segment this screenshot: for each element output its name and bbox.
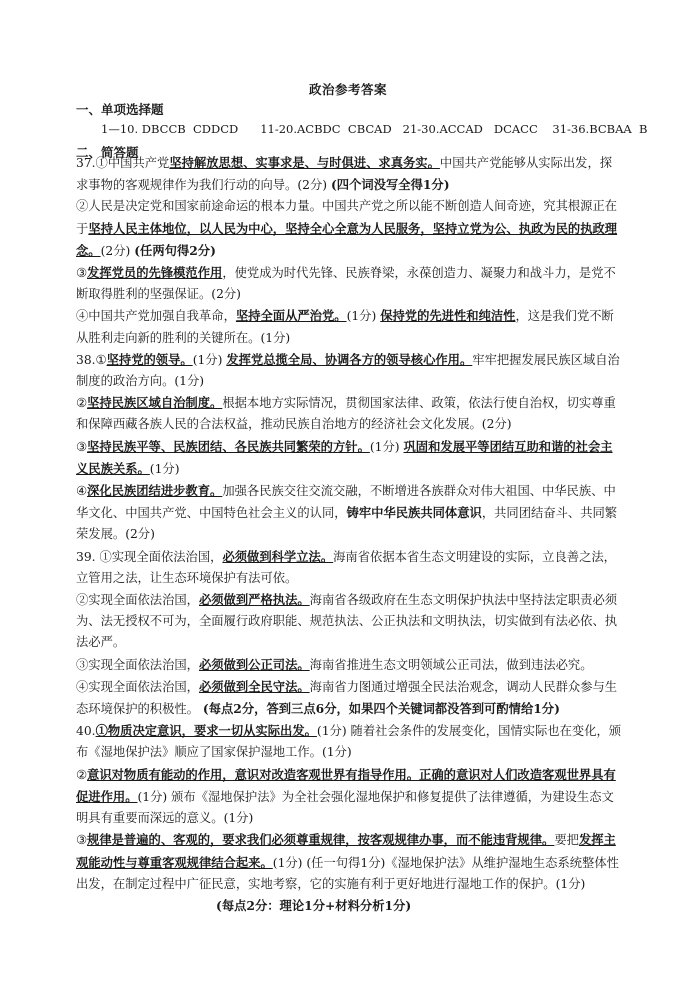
text: ②人民是决定党和国家前途命运的根本力量。中国共产党之所以能不断创造人间奇迹，究其根源正在于 [76, 199, 618, 236]
text: 39. ①实现全面依法治国， [76, 549, 223, 564]
key-phrase-bold: 铸牢中华民族共同体意识 [346, 505, 482, 521]
scoring-note: (任两句得2分) [134, 242, 216, 258]
key-phrase: 坚持党的领导。 [106, 351, 193, 367]
key-phrase: 必须做到公正司法。 [198, 656, 310, 672]
text: 海南省依据本省生态文明建设的实际，立良善之法，立管用之法，让生态环境保护有法可依。 [76, 549, 616, 585]
page-title: 政治参考答案 [308, 82, 387, 97]
short-answer-body [76, 152, 624, 916]
text: ③实现全面依法治国， [76, 657, 199, 672]
key-phrase: ①物质决定意识，要求一切从实际出发。 [95, 723, 317, 739]
text: ，共同团结奋斗、共同繁荣发展。(2分) [76, 506, 618, 542]
text: ③ [76, 833, 88, 848]
q37-point-4 [76, 305, 624, 348]
key-phrase: 意识对物质有能动的作用，意识对改造客观世界有指导作用。正确的意识对人们改造客观世界具有促进作用。 [76, 766, 616, 804]
key-phrase: 坚持全面从严治党。 [235, 308, 347, 324]
text: ②实现全面依法治国， [76, 593, 199, 608]
text: (2分) [100, 243, 135, 258]
q38-point-2 [76, 392, 624, 435]
text: 加强各民族交往交流交融，不断增进各族群众对伟大祖国、中华民族、中华文化、中国共产党、中国特色社会主义的认同， [76, 484, 616, 521]
key-phrase: 必须做到科学立法。 [222, 548, 334, 564]
key-phrase: 坚持人民主体地位，以人民为中心，坚持全心全意为人民服务，坚持立党为公、执政为民的执政理念。 [76, 220, 618, 258]
text: ④实现全面依法治国， [76, 679, 199, 694]
q37-point-3 [76, 262, 624, 305]
text: 海南省推进生态文明领域公正司法，做到违法必究。 [309, 657, 593, 672]
key-phrase: 发挥党员的先锋模范作用 [87, 265, 223, 281]
q39-point-2 [76, 589, 624, 654]
key-phrase: 保持党的先进性和纯洁性 [380, 308, 516, 324]
text: (1分) (任一句得1分)《湿地保护法》从维护湿地生态系统整体性出发，在制定过程中广征民意，实地考察，它的实施有利于更好地进行湿地工作的保护。(1分) [76, 855, 619, 891]
key-phrase: 巩固和发展平等团结互助和谐的社会主义民族关系。 [76, 438, 613, 476]
text: ，使党成为时代先锋、民族脊梁，永葆创造力、凝聚力和战斗力，是党不断取得胜利的坚强保证。(2分) [76, 266, 616, 302]
text: 海南省力图通过增强全民法治观念，调动人民群众参与生态环境保护的积极性。 [76, 679, 618, 717]
text: ④ [76, 484, 88, 499]
q38-point-4 [76, 480, 624, 546]
text: 40. [76, 724, 96, 739]
key-phrase: 坚持解放思想、实事求是、与时俱进、求真务实。 [169, 155, 440, 170]
text: ，这是我们党不断从胜利走向新的胜利的关键所在。(1分) [76, 309, 614, 345]
key-phrase: 坚持民族区域自治制度。 [87, 395, 223, 411]
q37-point-1 [76, 152, 624, 196]
q39-point-3 [76, 654, 624, 676]
text: 38.① [76, 352, 107, 367]
key-phrase: 必须做到全民守法。 [198, 678, 310, 694]
key-phrase: 规律是普遍的、客观的，要求我们必须尊重规律，按客观规律办事，而不能违背规律。 [87, 832, 555, 848]
key-phrase: 深化民族团结进步教育。 [87, 483, 223, 499]
q40-point-1 [76, 720, 624, 763]
q38-point-1 [76, 349, 624, 392]
text: (1分) [192, 352, 227, 367]
text: 海南省各级政府在生态文明保护执法中坚持法定职责必须为、法无授权不可为，全面履行政府职能、规范执法、公正执法和文明执法，切实做到有法必依、执法必严。 [76, 593, 618, 650]
q40-point-3 [76, 829, 624, 895]
text: (1分) [346, 309, 381, 324]
text: ③ [76, 266, 88, 281]
text: 中国共产党能够从实际出发，探求事物的客观规律作为我们行动的向导。(2分) [76, 156, 613, 193]
text: 37.①中国共产党 [76, 156, 170, 170]
text: (1分) 颁布《湿地保护法》为全社会强化湿地保护和修复提供了法律遵循，为建设生态文明具有重要而深远的意义。(1分) [76, 789, 614, 826]
text: ③ [76, 439, 88, 454]
section-heading-multiple-choice: 一、单项选择题 [76, 102, 164, 117]
key-phrase: 必须做到严格执法。 [198, 592, 310, 608]
text: ④中国共产党加强自我革命， [76, 309, 236, 324]
key-phrase: 发挥党总揽全局、协调各方的领导核心作用。 [226, 351, 473, 367]
text: 牢牢把握发展民族区域自治制度的政治方向。(1分) [76, 352, 620, 389]
text: (1分) 随着社会条件的发展变化，国情实际也在变化，颁布《湿地保护法》顺应了国家保护湿地工作。(1分) [76, 724, 622, 760]
q39-point-1 [76, 546, 624, 589]
text: 根据本地方实际情况，贯彻国家法律、政策，依法行使自治权，切实尊重和保障西藏各族人民的合法权益，推动民族自治地方的经济社会文化发展。(2分) [76, 396, 616, 432]
text: ② [76, 396, 88, 411]
q39-point-4 [76, 676, 624, 720]
text: (1分) [149, 461, 180, 476]
q37-point-2 [76, 196, 624, 262]
text: ② [76, 767, 88, 782]
q40-scoring-note: (每点2分：理论1分+材料分析1分) [216, 897, 412, 913]
multiple-choice-answers: 1—10. DBCCB CDDCD 11-20.ACBDC CBCAD 21-30.ACCAD DCACC 31-36.BCBAA B [101, 122, 648, 136]
key-phrase: 发挥主观能动性与尊重客观规律结合起来。 [76, 832, 616, 870]
key-phrase: 坚持民族平等、民族团结、各民族共同繁荣的方针。 [87, 438, 370, 454]
section-heading-short-answer: 二、简答题 [76, 145, 139, 160]
q40-point-2 [76, 764, 624, 830]
scoring-note: (四个词没写全得1分) [330, 177, 450, 193]
text: 要把 [554, 833, 579, 848]
text: (1分) [369, 439, 404, 454]
scoring-note: (每点2分，答到三点6分，如果四个关键词都没答到可酌情给1分) [202, 701, 560, 717]
q38-point-3 [76, 436, 624, 480]
